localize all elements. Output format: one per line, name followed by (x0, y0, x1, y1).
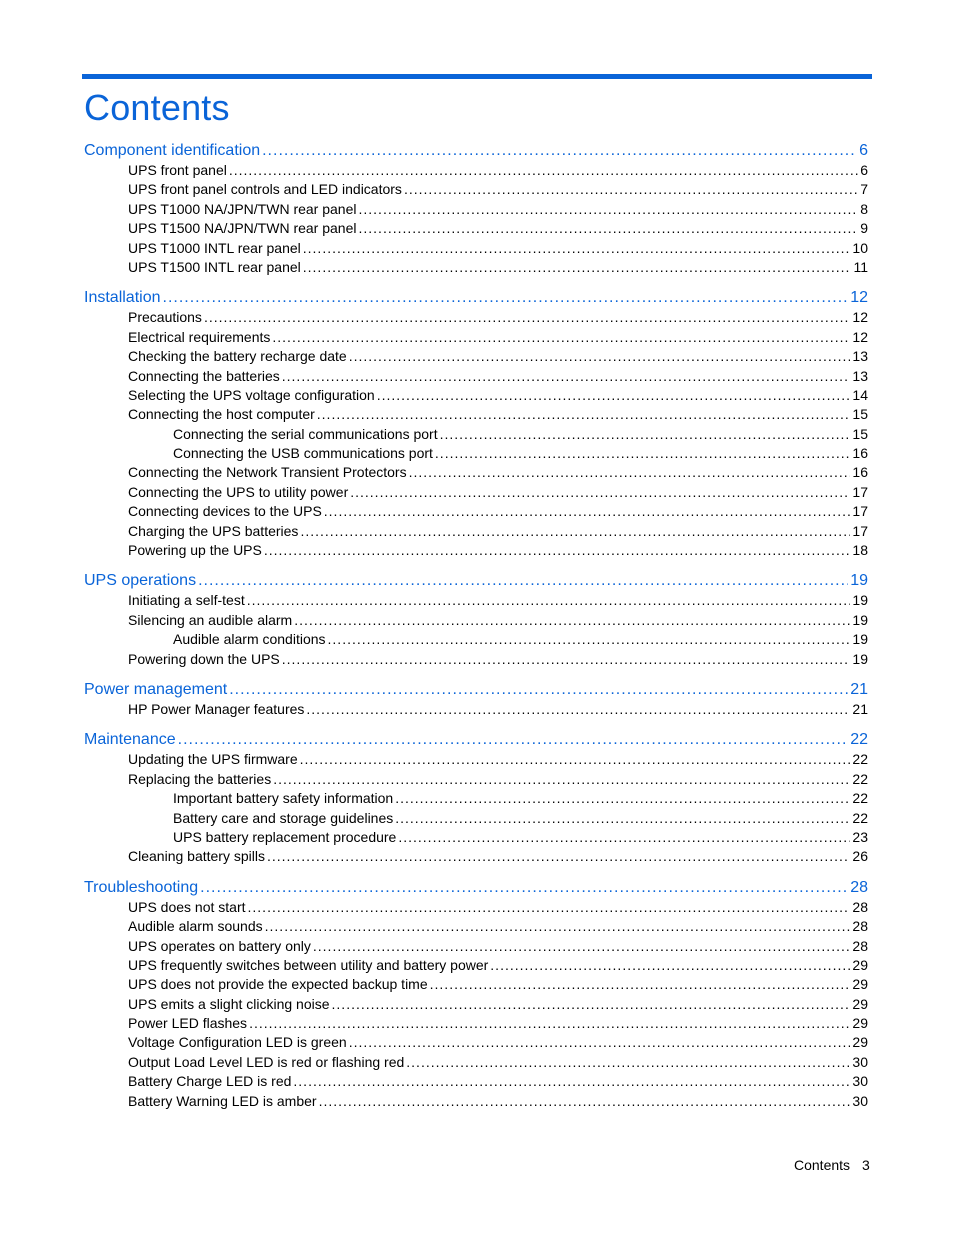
dot-leader (249, 1014, 850, 1033)
toc-entry-title: UPS does not provide the expected backup time (128, 976, 428, 993)
dot-leader (282, 650, 851, 669)
toc-entry-page: 16 (852, 445, 868, 462)
toc-entry-title: UPS frequently switches between utility and battery power (128, 956, 489, 973)
toc-subsection-link[interactable] (84, 1033, 868, 1052)
toc-entry-title: Connecting the USB communications port (173, 445, 433, 462)
toc-entry-title: Audible alarm sounds (128, 918, 263, 935)
toc-entry-title: UPS operations (84, 572, 197, 590)
toc-entry-title: Troubleshooting (84, 878, 199, 896)
toc-entry-page: 22 (850, 731, 868, 749)
toc-entry-title: UPS front panel controls and LED indicators (128, 181, 402, 198)
dot-leader (349, 347, 851, 366)
toc-entry-title: Powering down the UPS (128, 650, 280, 667)
toc-entry-page: 23 (852, 828, 868, 845)
toc-entry-title: Connecting devices to the UPS (128, 503, 322, 520)
dot-leader (359, 200, 859, 219)
toc-subsection-link[interactable] (84, 522, 868, 541)
dot-leader (395, 809, 850, 828)
toc-entry-title: Connecting the Network Transient Protectors (128, 464, 407, 481)
table-of-contents (84, 140, 868, 1121)
toc-entry-title: Installation (84, 289, 161, 307)
dot-leader (264, 541, 851, 560)
dot-leader (409, 463, 851, 482)
toc-subsection-link[interactable] (84, 770, 868, 789)
dot-leader (490, 956, 850, 975)
dot-leader (247, 591, 851, 610)
toc-entry-page: 19 (852, 631, 868, 648)
toc-subsection-link[interactable] (84, 917, 868, 936)
dot-leader (229, 679, 848, 700)
toc-chapter-link[interactable] (84, 679, 868, 700)
toc-entry-title: UPS battery replacement procedure (173, 828, 397, 845)
dot-leader (317, 405, 851, 424)
toc-subsection-link[interactable] (84, 200, 868, 219)
dot-leader (328, 630, 851, 649)
toc-entry-page: 28 (852, 898, 868, 915)
toc-entry-page: 29 (852, 956, 868, 973)
toc-entry-page: 18 (852, 542, 868, 559)
toc-subsection-link[interactable] (84, 219, 868, 238)
toc-subsection-link[interactable] (84, 847, 868, 866)
toc-entry-title: UPS T1000 INTL rear panel (128, 239, 301, 256)
toc-entry-page: 11 (853, 258, 868, 275)
toc-entry-page: 19 (852, 650, 868, 667)
dot-leader (440, 425, 851, 444)
toc-subsection-link[interactable] (84, 750, 868, 769)
toc-entry-page: 22 (852, 751, 868, 768)
toc-entry-title: Power LED flashes (128, 1015, 248, 1032)
toc-chapter-link[interactable] (84, 729, 868, 750)
toc-section (84, 877, 868, 1111)
toc-entry-page: 15 (852, 406, 868, 423)
dot-leader (324, 502, 851, 521)
toc-entry-title: Charging the UPS batteries (128, 522, 299, 539)
toc-entry-page: 22 (852, 790, 868, 807)
toc-entry-page: 9 (860, 220, 868, 237)
dot-leader (349, 1033, 851, 1052)
toc-subsection-link[interactable] (84, 956, 868, 975)
toc-entry-page: 26 (852, 848, 868, 865)
toc-subsection-link[interactable] (84, 463, 868, 482)
toc-subsection-link[interactable] (84, 161, 868, 180)
dot-leader (294, 611, 850, 630)
toc-entry-title: Component identification (84, 142, 261, 159)
toc-subsection-link[interactable] (84, 308, 868, 327)
toc-entry-page: 15 (852, 425, 868, 442)
toc-entry-page: 13 (852, 367, 868, 384)
toc-entry-page: 17 (852, 503, 868, 520)
toc-subsection-link[interactable] (84, 700, 868, 719)
toc-subsubsection-link[interactable] (84, 789, 868, 808)
toc-entry-title: Output Load Level LED is red or flashing red (128, 1053, 405, 1070)
toc-entry-title: UPS T1500 NA/JPN/TWN rear panel (128, 220, 357, 237)
dot-leader (273, 770, 850, 789)
toc-entry-page: 12 (852, 328, 868, 345)
page-footer (794, 1157, 870, 1173)
toc-subsubsection-link[interactable] (84, 828, 868, 847)
toc-section (84, 140, 868, 277)
toc-entry-page: 30 (852, 1073, 868, 1090)
toc-subsection-link[interactable] (84, 502, 868, 521)
dot-leader (319, 1092, 851, 1111)
toc-entry-title: UPS T1000 NA/JPN/TWN rear panel (128, 200, 357, 217)
toc-subsection-link[interactable] (84, 1092, 868, 1111)
toc-entry-page: 6 (860, 162, 868, 178)
toc-entry-page: 28 (852, 937, 868, 954)
toc-entry-page: 21 (850, 680, 868, 698)
toc-entry-title: Electrical requirements (128, 328, 271, 345)
toc-subsection-link[interactable] (84, 180, 868, 199)
toc-subsection-link[interactable] (84, 898, 868, 917)
toc-entry-title: Initiating a self-test (128, 592, 245, 609)
toc-entry-title: UPS emits a slight clicking noise (128, 995, 330, 1012)
toc-subsection-link[interactable] (84, 367, 868, 386)
toc-entry-page: 28 (852, 918, 868, 935)
toc-subsection-link[interactable] (84, 650, 868, 669)
toc-entry-page: 29 (852, 1034, 868, 1051)
dot-leader (300, 522, 850, 541)
dot-leader (265, 917, 851, 936)
toc-chapter-link[interactable] (84, 570, 868, 591)
toc-subsection-link[interactable] (84, 1072, 868, 1091)
dot-leader (313, 937, 851, 956)
toc-entry-title: Connecting the serial communications port (173, 425, 438, 442)
toc-subsection-link[interactable] (84, 611, 868, 630)
toc-entry-title: Checking the battery recharge date (128, 348, 347, 365)
dot-leader (272, 328, 850, 347)
dot-leader (248, 898, 851, 917)
toc-entry-page: 14 (852, 386, 868, 403)
toc-entry-title: Replacing the batteries (128, 770, 272, 787)
toc-subsection-link[interactable] (84, 347, 868, 366)
toc-entry-page: 29 (852, 976, 868, 993)
toc-subsection-link[interactable] (84, 591, 868, 610)
dot-leader (435, 444, 851, 463)
dot-leader (377, 386, 851, 405)
dot-leader (282, 367, 851, 386)
toc-entry-page: 6 (859, 142, 868, 159)
toc-entry-page: 21 (852, 700, 868, 717)
dot-leader (306, 700, 850, 719)
toc-entry-title: Precautions (128, 309, 202, 326)
toc-entry-title: Powering up the UPS (128, 542, 262, 559)
dot-leader (406, 1053, 850, 1072)
page-title: Contents (84, 87, 230, 128)
dot-leader (398, 828, 850, 847)
header-rule (82, 74, 872, 79)
toc-entry-page: 7 (860, 181, 868, 198)
dot-leader (359, 219, 859, 238)
toc-entry-page: 12 (850, 289, 868, 307)
toc-section (84, 729, 868, 866)
toc-subsection-link[interactable] (84, 239, 868, 258)
toc-chapter-link[interactable] (84, 287, 868, 308)
footer-page-number: 3 (862, 1157, 870, 1173)
toc-entry-page: 12 (852, 309, 868, 326)
toc-subsection-link[interactable] (84, 258, 868, 277)
dot-leader (200, 877, 848, 898)
toc-entry-page: 19 (852, 592, 868, 609)
toc-entry-title: UPS operates on battery only (128, 937, 311, 954)
dot-leader (262, 140, 857, 161)
toc-entry-page: 16 (852, 464, 868, 481)
toc-entry-title: Cleaning battery spills (128, 848, 265, 865)
dot-leader (178, 729, 849, 750)
dot-leader (293, 1072, 850, 1091)
toc-chapter-link[interactable] (84, 140, 868, 161)
toc-subsection-link[interactable] (84, 975, 868, 994)
toc-entry-page: 8 (860, 200, 868, 217)
dot-leader (404, 180, 858, 199)
dot-leader (229, 161, 858, 180)
toc-entry-title: HP Power Manager features (128, 700, 305, 717)
footer-label: Contents (794, 1157, 851, 1173)
dot-leader (300, 750, 851, 769)
toc-entry-page: 19 (852, 611, 868, 628)
toc-entry-title: Voltage Configuration LED is green (128, 1034, 347, 1051)
toc-entry-page: 28 (850, 878, 868, 896)
toc-subsection-link[interactable] (84, 1014, 868, 1033)
toc-subsection-link[interactable] (84, 937, 868, 956)
toc-entry-page: 17 (852, 483, 868, 500)
toc-entry-title: UPS does not start (128, 898, 246, 915)
toc-entry-title: Connecting the UPS to utility power (128, 483, 349, 500)
toc-subsubsection-link[interactable] (84, 425, 868, 444)
toc-entry-page: 22 (852, 770, 868, 787)
toc-entry-page: 29 (852, 1015, 868, 1032)
toc-entry-title: Power management (84, 680, 228, 698)
toc-entry-title: Connecting the host computer (128, 406, 315, 423)
toc-entry-page: 29 (852, 995, 868, 1012)
dot-leader (198, 570, 848, 591)
toc-subsubsection-link[interactable] (84, 444, 868, 463)
toc-subsection-link[interactable] (84, 328, 868, 347)
toc-subsection-link[interactable] (84, 405, 868, 424)
toc-subsection-link[interactable] (84, 386, 868, 405)
toc-subsection-link[interactable] (84, 541, 868, 560)
toc-entry-page: 22 (852, 809, 868, 826)
toc-entry-page: 17 (852, 522, 868, 539)
toc-entry-title: Battery Charge LED is red (128, 1073, 292, 1090)
toc-section (84, 570, 868, 669)
toc-subsection-link[interactable] (84, 1053, 868, 1072)
toc-section (84, 679, 868, 719)
toc-entry-title: UPS front panel (128, 162, 227, 178)
toc-entry-page: 30 (852, 1053, 868, 1070)
dot-leader (163, 287, 849, 308)
toc-entry-page: 10 (852, 239, 868, 256)
dot-leader (303, 258, 852, 277)
toc-chapter-link[interactable] (84, 877, 868, 898)
toc-entry-title: Connecting the batteries (128, 367, 280, 384)
toc-entry-page: 19 (850, 572, 868, 590)
dot-leader (350, 483, 850, 502)
toc-entry-title: Battery Warning LED is amber (128, 1092, 317, 1109)
toc-entry-title: Silencing an audible alarm (128, 611, 293, 628)
toc-subsection-link[interactable] (84, 995, 868, 1014)
toc-entry-page: 30 (852, 1092, 868, 1109)
toc-entry-title: Audible alarm conditions (173, 631, 326, 648)
toc-entry-title: Selecting the UPS voltage configuration (128, 386, 375, 403)
toc-subsubsection-link[interactable] (84, 630, 868, 649)
toc-subsection-link[interactable] (84, 483, 868, 502)
dot-leader (303, 239, 851, 258)
toc-entry-title: Maintenance (84, 731, 176, 749)
toc-entry-title: Battery care and storage guidelines (173, 809, 394, 826)
dot-leader (430, 975, 851, 994)
dot-leader (204, 308, 850, 327)
toc-entry-title: Important battery safety information (173, 790, 394, 807)
dot-leader (267, 847, 850, 866)
toc-entry-title: UPS T1500 INTL rear panel (128, 258, 301, 275)
toc-entry-title: Updating the UPS firmware (128, 751, 298, 768)
toc-entry-page: 13 (852, 348, 868, 365)
toc-subsubsection-link[interactable] (84, 809, 868, 828)
dot-leader (395, 789, 850, 808)
toc-section (84, 287, 868, 560)
dot-leader (332, 995, 851, 1014)
